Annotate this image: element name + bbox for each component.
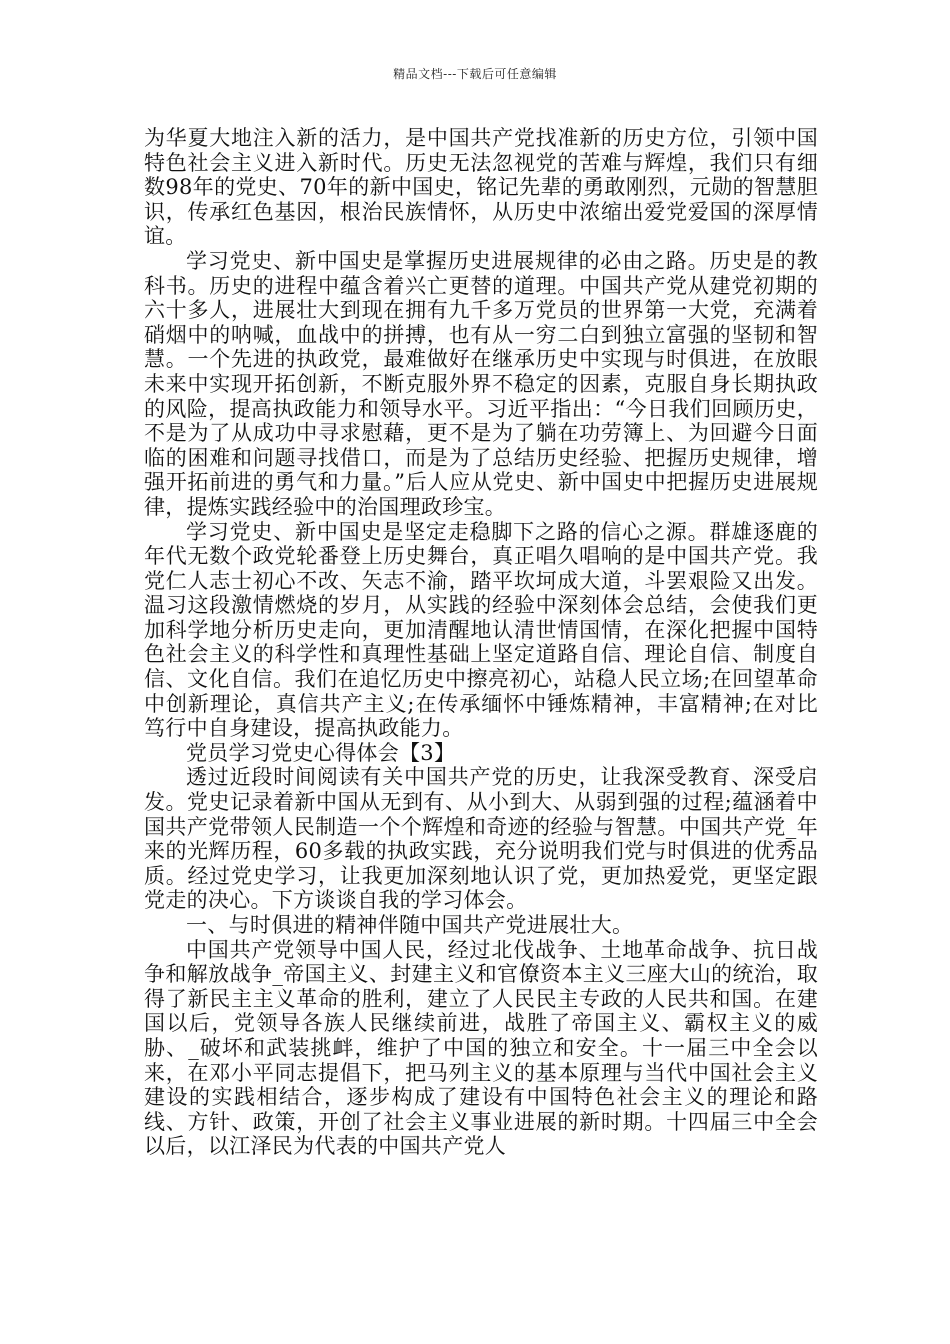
paragraph-1: 为华夏大地注入新的活力，是中国共产党找准新的历史方位，引领中国特色社会主义进入新时代。历史无法忽视党的苦难与辉煌，我们只有细数98年的党史、70年的新中国史，铭记先辈的勇敢刚烈，元勋的智慧胆识，传承红色基因，根治民族情怀，从历史中浓缩出爱党爱国的深厚情谊。 <box>144 126 818 249</box>
section-heading-3: 党员学习党史心得体会【3】 <box>186 740 456 765</box>
page-header: 精品文档---下载后可任意编辑 <box>393 67 557 81</box>
subheading-1: 一、与时俱进的精神伴随中国共产党进展壮大。 <box>186 913 634 937</box>
document-body <box>144 126 818 1159</box>
paragraph-5: 透过近段时间阅读有关中国共产党的历史，让我深受教育、深受启发。党史记录着新中国从无到有、从小到大、从弱到强的过程;蕴涵着中国共产党带领人民制造一个个辉煌和奇迹的经验与智慧。中国共产党_年来的光辉历程，60多载的执政实践，充分说明我们党与时俱进的优秀品质。经过党史学习，让我更加深刻地认识了党，更加热爱党，更坚定跟党走的决心。下方谈谈自我的学习体会。 <box>144 765 818 913</box>
paragraph-7: 中国共产党领导中国人民，经过北伐战争、土地革命战争、抗日战争和解放战争_帝国主义、封建主义和官僚资本主义三座大山的统治，取得了新民主主义革命的胜利，建立了人民民主专政的人民共和国。在建国以后，党领导各族人民继续前进，战胜了帝国主义、霸权主义的威胁、_破坏和武装挑衅，维护了中国的独立和安全。十一届三中全会以来，在邓小平同志提倡下，把马列主义的基本原理与当代中国社会主义建设的实践相结合，逐步构成了建设有中国特色社会主义的理论和路线、方针、政策，开创了社会主义事业进展的新时期。十四届三中全会以后，以江泽民为代表的中国共产党人 <box>144 937 818 1159</box>
paragraph-2: 学习党史、新中国史是掌握历史进展规律的必由之路。历史是的教科书。历史的进程中蕴含着兴亡更替的道理。中国共产党从建党初期的六十多人，进展壮大到现在拥有九千多万党员的世界第一大党，充满着硝烟中的呐喊，血战中的拼搏，也有从一穷二白到独立富强的坚韧和智慧。一个先进的执政党，最难做好在继承历史中实现与时俱进，在放眼未来中实现开拓创新，不断克服外界不稳定的因素，克服自身长期执政的风险，提高执政能力和领导水平。习近平指出：“今日我们回顾历史，不是为了从成功中寻求慰藉，更不是为了躺在功劳簿上、为回避今日面临的困难和问题寻找借口，而是为了总结历史经验、把握历史规律，增强开拓前进的勇气和力量。”后人应从党史、新中国史中把握历史进展规律，提炼实践经验中的治国理政珍宝。 <box>144 248 818 519</box>
paragraph-3: 学习党史、新中国史是坚定走稳脚下之路的信心之源。群雄逐鹿的年代无数个政党轮番登上历史舞台，真正唱久唱响的是中国共产党。我党仁人志士初心不改、矢志不渝，踏平坎坷成大道，斗罢艰险又出发。温习这段激情燃烧的岁月，从实践的经验中深刻体会总结，会使我们更加科学地分析历史走向，更加清醒地认清世情国情，在深化把握中国特色社会主义的科学性和真理性基础上坚定道路自信、理论自信、制度自信、文化自信。我们在追忆历史中擦亮初心，站稳人民立场;在回望革命中创新理论，真信共产主义;在传承缅怀中锤炼精神，丰富精神;在对比笃行中自身建设，提高执政能力。 <box>144 519 818 741</box>
